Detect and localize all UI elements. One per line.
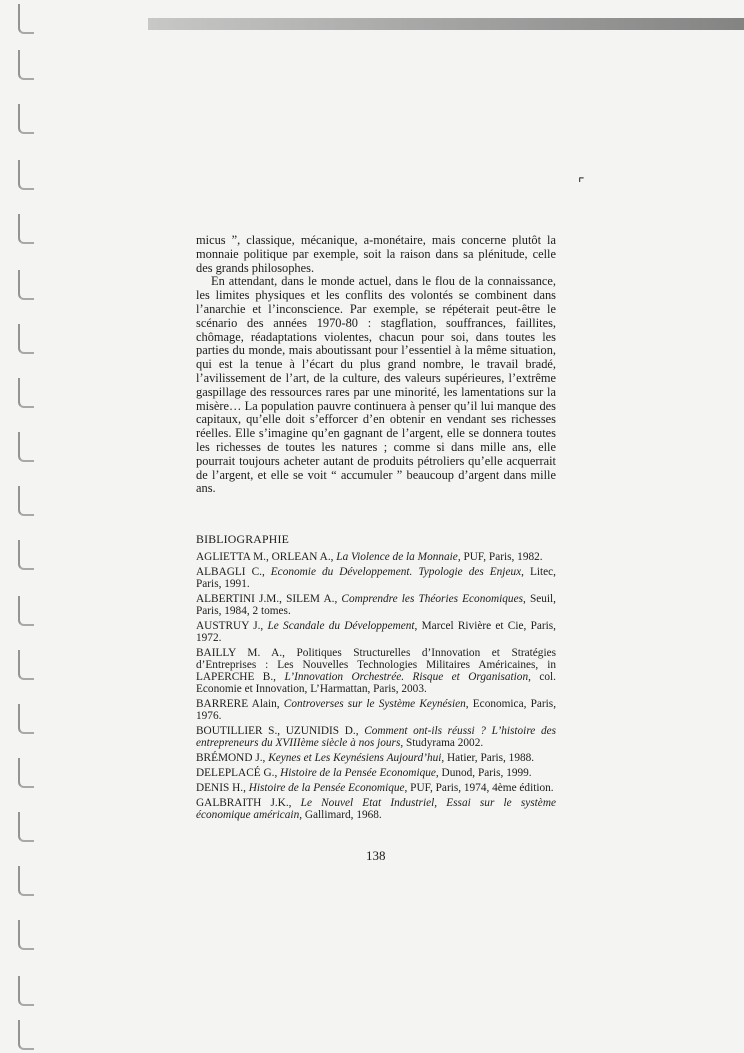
bibliography-entry: GALBRAITH J.K., Le Nouvel Etat Industriel, Essai sur le système économique américain, Gallimard, 1968.: [196, 797, 556, 821]
binding-ring: [18, 324, 34, 354]
binding-ring: [18, 758, 34, 788]
corner-mark-icon: ⌜: [578, 177, 585, 192]
binding-ring: [18, 104, 34, 134]
bibliography-entry: BAILLY M. A., Politiques Structurelles d’Innovation et Stratégies d’Entreprises : Les Nouvelles Technologies Militaires Américaines, in LAPERCHE B., L’Innovation Orchestrée. Risque et Organisation, col. Economie et Innovation, L’Harmattan, Paris, 2003.: [196, 647, 556, 695]
bibliography-title: BIBLIOGRAPHIE: [196, 532, 290, 546]
bibliography-entry: DELEPLACÉ G., Histoire de la Pensée Economique, Dunod, Paris, 1999.: [196, 767, 532, 779]
binding-ring: [18, 920, 34, 950]
bibliography-entry: DENIS H., Histoire de la Pensée Economique, PUF, Paris, 1974, 4ème édition.: [196, 782, 554, 794]
binding-ring: [18, 50, 34, 80]
binding-ring: [18, 378, 34, 408]
binding-ring: [18, 650, 34, 680]
bibliography-entry: AGLIETTA M., ORLEAN A., La Violence de la Monnaie, PUF, Paris, 1982.: [196, 551, 543, 563]
binding-ring: [18, 704, 34, 734]
binding-ring: [18, 486, 34, 516]
bibliography-list: [196, 551, 556, 824]
binding-ring: [18, 596, 34, 626]
bibliography-entry: BRÉMOND J., Keynes et Les Keynésiens Aujourd’hui, Hatier, Paris, 1988.: [196, 752, 535, 764]
binding-ring: [18, 160, 34, 190]
bibliography-entry: ALBERTINI J.M., SILEM A., Comprendre les Théories Economiques, Seuil, Paris, 1984, 2 tomes.: [196, 593, 556, 617]
binding-ring: [18, 812, 34, 842]
bibliography-entry: ALBAGLI C., Economie du Développement. Typologie des Enjeux, Litec, Paris, 1991.: [196, 566, 557, 590]
paragraph: micus ”, classique, mécanique, a-monétaire, mais concerne plutôt la monnaie politique par exemple, soit la raison dans sa plénitude, celle des grands philosophes.: [196, 233, 556, 275]
paragraph: En attendant, dans le monde actuel, dans le flou de la connaissance, les limites physiques et les conflits des volontés se combinent dans l’anarchie et l’inconscience. Par exemple, se répéterait peut-être le scénario des années 1970-80 : stagflation, souffrances, faillites, chômage, réadaptations violentes, chacun pour soi, dans toutes les parties du monde, mais aboutissant pour l’essentiel à la même situation, qui est la tenue à l’écart du plus grand nombre, le travail bradé, l’avilissement de l’art, de la culture, des valeurs supérieures, l’extrême gaspillage des ressources rares par une minorité, les lamentations sur la misère… La population pauvre continuera à penser qu’il lui manque des capitaux, qu’elle doit s’efforcer d’en obtenir en vendant ses richesses réelles. Elle s’imagine qu’en gagnant de l’argent, elle se donnera toutes les richesses de toutes les natures ; comme si dans mille ans, elle pourrait toujours acheter autant de produits pétroliers qu’elle acquerrait de l’argent, et elle se voit “ accumuler ” beaucoup d’argent dans mille ans.: [196, 274, 556, 496]
body-text: [196, 234, 556, 496]
binding-ring: [18, 4, 34, 34]
binding-ring: [18, 432, 34, 462]
binding-ring: [18, 976, 34, 1006]
binding-ring: [18, 1020, 34, 1050]
bibliography-entry: BARRERE Alain, Controverses sur le Système Keynésien, Economica, Paris, 1976.: [196, 698, 557, 722]
binding-ring: [18, 270, 34, 300]
binding-ring: [18, 540, 34, 570]
scan-shadow-top: [148, 18, 744, 30]
bibliography-entry: AUSTRUY J., Le Scandale du Développement, Marcel Rivière et Cie, Paris, 1972.: [196, 620, 556, 644]
page-number: 138: [366, 848, 386, 863]
binding-ring: [18, 866, 34, 896]
binding-edge: [6, 0, 32, 1053]
binding-ring: [18, 214, 34, 244]
bibliography-entry: BOUTILLIER S., UZUNIDIS D., Comment ont-ils réussi ? L’histoire des entrepreneurs du XVIIIème siècle à nos jours, Studyrama 2002.: [196, 725, 557, 749]
